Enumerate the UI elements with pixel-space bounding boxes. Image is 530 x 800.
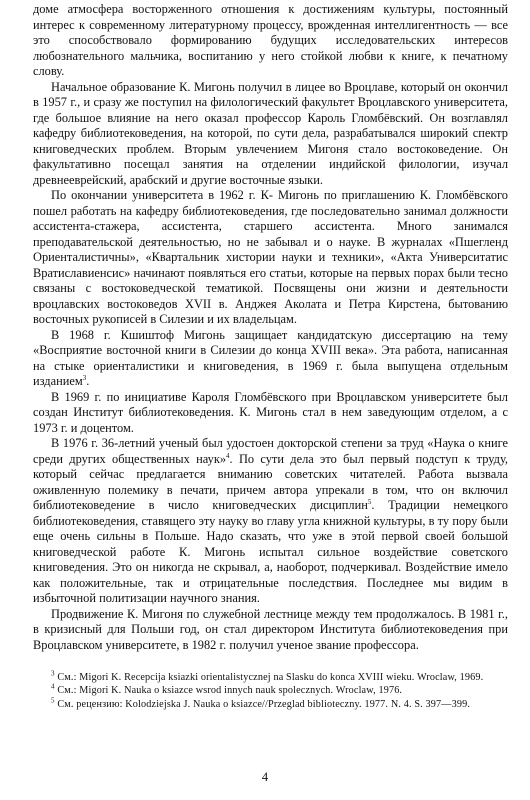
- body-text: [33, 2, 508, 653]
- page-number: 4: [261, 770, 269, 784]
- paragraph-7: Продвижение К. Мигоня по служебной лестнице между тем продолжалось. В 1981 г., в кризисный для Польши год, он стал директором Института библиотековедения при Вроцлавском университете, в 1982 г. получил ученое звание профессора.: [33, 606, 508, 652]
- footnote-5: $^5$ См. рецензию: Kolodziejska J. Nauka o ksiazce//Przeglad biblioteczny. 1977. N. 4. S. 397—399.: [51, 696, 471, 710]
- paragraph-1: доме атмосфера восторженного отношения к достижениям культуры, постоянный интерес к современному литературному процессу, врожденная интеллигентность — все это способствовало формированию будущих исследовательских интересов любознательного мальчика, воспитанию у него стойкой любви к книге, к печатному слову.: [33, 2, 508, 78]
- paragraph-3: По окончании университета в 1962 г. К- Мигонь по приглашению К. Гломбёвского пошел работать на кафедру библиотековедения, где последовательно занимал должности ассистента-стажера, ассистента, старшего ассистента. Много занимался преподавательской деятельностью, но не забывал и о науке. В журналах «Пшегленд Ориенталистичны», «Квартальник хистории науки и техники», «Акта Университатис Вратиславиенсис» начинают появляться его статьи, которые на первых порах были тесно связаны с востоковедческой тематикой. Посвящены они жизни и деятельности вроцлавских востоковедов XVII в. Анджея Аколата и Петра Кирстена, бытованию восточных рукописей в Силезии и их владельцам.: [33, 188, 508, 326]
- footnote-ref[interactable]: 5: [367, 497, 372, 506]
- paragraph-5: В 1969 г. по инициативе Кароля Гломбёвского при Вроцлавском университете был создан Институт библиотековедения. К. Мигонь стал в нем заведующим отделом, а с 1973 г. и доцентом.: [33, 389, 508, 435]
- paragraph-4: В 1968 г. Кшиштоф Мигонь защищает кандидатскую диссертацию на тему «Восприятие восточной книги в Силезии до конца XVIII века». Эта работа, написанная на стыке ориенталистики и книговедения, в 1969 г. была выпущена отдельным изданием$^3$.: [33, 327, 508, 388]
- footnote-4: $^4$ См.: Migori K. Nauka o ksiazce wsrod innych nauk spolecznych. Wroclaw, 1976.: [51, 683, 403, 697]
- footnote-ref[interactable]: 4: [226, 451, 230, 460]
- footnotes: [33, 671, 508, 711]
- paragraph-6: В 1976 г. 36-летний ученый был удостоен докторской степени за труд «Наука о книге среди других общественных наук»$^4$. По сути дела это был первый подступ к труду, который сейчас предлагается вниманию советских читателей. Работа вызвала оживленную полемику в печати, причем автора упрекали в том, что он включил библиотековедение в число книговедческих дисциплин$^5$. Традиции немецкого библиотековедения, ставящего эту науку во главу угла книжной культуры, в ту пору были еще очень сильны в Польше. Надо сказать, что уже в этой первой своей большой книговедческой работе К. Мигонь испытал сильное воздействие советского книговедения. Это он никогда не скрывал, а, наоборот, подчеркивал. Воздействие имело как положительные, так и отрицательные последствия. Последнее мы видим в избыточной политизации научного знания.: [33, 436, 508, 605]
- footnote-3: $^3$ См.: Migori K. Recepcija ksiazki orientalistycznej na Slasku do konca XVIII wieku. Wroclaw, 1969.: [51, 669, 484, 683]
- footnote-ref[interactable]: 3: [82, 373, 87, 382]
- paragraph-2: Начальное образование К. Мигонь получил в лицее во Вроцлаве, который он окончил в 1957 г., и сразу же поступил на филологический факультет Вроцлавского университета, где большое влияние на него оказал профессор Кароль Гломбёвский. Он возглавлял кафедру библиотековедения, на которой, по сути дела, разрабатывался широкий спектр книговедческих проблем. Вторым увлечением Мигоня стало востоковедение. Он факультативно посещал занятия на отделении индийской филологии, изучал древнееврейский, арабский и другие восточные языки.: [33, 79, 508, 187]
- footnote-separator: [33, 653, 508, 671]
